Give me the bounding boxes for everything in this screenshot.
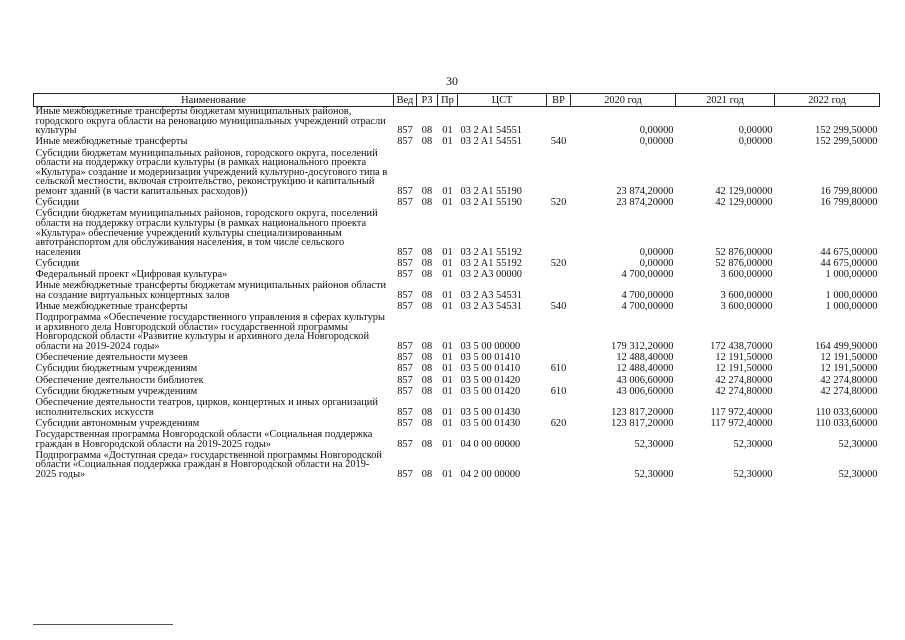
cell-2022: 44 675,00000	[820, 246, 878, 258]
cell-cst: 04 0 00 00000	[460, 438, 521, 450]
cell-2020: 52,30000	[634, 468, 674, 480]
cell-2021: 117 972,40000	[710, 417, 773, 429]
cell-ved: 857	[397, 246, 413, 258]
cell-2021: 12 191,50000	[715, 363, 773, 375]
cell-cst: 03 2 A1 54551	[460, 125, 522, 137]
cell-rz: 08	[421, 185, 433, 197]
table-body	[34, 107, 880, 482]
cell-2020: 179 312,20000	[611, 341, 674, 352]
cell-cst: 03 2 A1 55190	[460, 185, 522, 197]
cell-vr	[547, 451, 571, 481]
cell-2022: 1 000,00000	[825, 269, 878, 281]
cell-rz: 08	[421, 289, 433, 301]
cell-pr: 01	[442, 246, 453, 258]
cell-name: Субсидии бюджетам муниципальных районов, городского округа, поселений области на поддержку отрасли культуры (в рамках национального проекта «Культура» создание и модернизация учреждений культурно-досугового типа в сельской местности, включая строительство, реконструкцию и капитальный ремонт зданий (в части капитальных расходов))	[35, 147, 388, 197]
cell-2021: 42 274,80000	[715, 385, 773, 397]
cell-2021: 42 129,00000	[715, 197, 773, 209]
cell-ved: 857	[397, 269, 413, 281]
cell-name: Субсидии бюджетным учреждениям	[35, 363, 198, 375]
cell-ved: 857	[397, 438, 413, 450]
cell-name: Подпрограмма «Доступная среда» государственной программы Новгородской области «Социальная поддержка граждан в Новгородской области на 2019-2025 годы»	[35, 449, 382, 480]
cell-2022: 1 000,00000	[825, 301, 878, 313]
cell-rz: 08	[421, 197, 433, 209]
cell-name: Обеспечение деятельности театров, цирков, концертных и иных организаций исполнительских искусств	[35, 396, 378, 418]
cell-name: Государственная программа Новгородской области «Социальная поддержка граждан в Новгородской области на 2019-2025 годы»	[35, 428, 373, 450]
cell-cst: 03 5 00 01430	[460, 417, 521, 429]
cell-rz: 08	[421, 301, 433, 313]
cell-rz: 08	[421, 468, 433, 480]
cell-2022: 164 499,90000	[815, 341, 878, 352]
cell-vr	[547, 107, 571, 138]
cell-cst: 03 5 00 01410	[460, 352, 521, 364]
cell-cst: 03 5 00 01410	[460, 363, 521, 375]
cell-cst: 03 2 A1 55190	[460, 197, 522, 209]
cell-rz: 08	[421, 257, 433, 269]
cell-cst: 03 5 00 01430	[460, 406, 521, 418]
cell-2022: 52,30000	[838, 438, 878, 450]
cell-pr: 01	[442, 374, 453, 386]
cell-pr: 01	[442, 468, 453, 480]
cell-rz: 08	[421, 374, 433, 386]
cell-2022: 152 299,50000	[815, 136, 878, 148]
cell-2020: 4 700,00000	[621, 289, 674, 301]
cell-vr	[547, 209, 571, 259]
cell-pr: 01	[442, 197, 453, 209]
cell-2020: 4 700,00000	[621, 269, 674, 281]
cell-2022: 16 799,80000	[820, 185, 878, 197]
page-number: 30	[446, 74, 458, 88]
cell-cst: 03 2 A3 00000	[460, 269, 522, 281]
cell-2020: 0,00000	[639, 246, 674, 258]
cell-cst: 03 2 A1 55192	[460, 257, 522, 269]
cell-name: Иные межбюджетные трансферты	[35, 136, 188, 148]
cell-cst: 03 5 00 00000	[460, 341, 521, 352]
cell-2022: 16 799,80000	[820, 197, 878, 209]
cell-pr: 01	[442, 269, 453, 281]
cell-2022: 152 299,50000	[815, 125, 878, 137]
cell-pr: 01	[442, 136, 453, 148]
table-row	[34, 398, 880, 419]
cell-2021: 172 438,70000	[710, 341, 773, 352]
cell-ved: 857	[397, 257, 413, 269]
cell-name: Субсидии автономным учреждениям	[35, 417, 200, 429]
cell-2020: 0,00000	[639, 257, 674, 269]
cell-vr: 620	[550, 417, 567, 429]
header-2021: 2021 год	[676, 94, 775, 107]
header-cst: ЦСТ	[458, 94, 547, 107]
cell-ved: 857	[397, 374, 413, 386]
cell-cst: 03 2 A1 55192	[460, 246, 522, 258]
cell-name: Субсидии	[35, 257, 80, 269]
cell-pr: 01	[442, 438, 453, 450]
cell-vr: 540	[550, 136, 567, 148]
cell-name: Федеральный проект «Цифровая культура»	[35, 269, 228, 281]
cell-ved: 857	[397, 417, 413, 429]
cell-pr: 01	[442, 352, 453, 364]
cell-pr: 01	[442, 385, 453, 397]
cell-name: Подпрограмма «Обеспечение государственного управления в сферах культуры и архивного дела Новгородской области» государственной программы Новгородской области «Развитие культуры и архивного дела Новгородской области на 2019-2024 годы»	[35, 312, 385, 352]
header-pr: Пр	[438, 94, 458, 107]
cell-2021: 52 876,00000	[715, 257, 773, 269]
cell-2021: 3 600,00000	[720, 289, 773, 301]
cell-2020: 52,30000	[634, 438, 674, 450]
cell-cst: 03 2 A3 54531	[460, 289, 522, 301]
cell-2020: 23 874,20000	[616, 197, 674, 209]
cell-2020: 123 817,20000	[611, 406, 674, 418]
table-row	[34, 313, 880, 353]
cell-2021: 0,00000	[738, 136, 773, 148]
cell-2022: 110 033,60000	[815, 417, 878, 429]
cell-name: Иные межбюджетные трансферты	[35, 301, 188, 313]
cell-cst: 03 5 00 01420	[460, 385, 521, 397]
cell-rz: 08	[421, 269, 433, 281]
cell-2022: 42 274,80000	[820, 385, 878, 397]
cell-ved: 857	[397, 185, 413, 197]
cell-2021: 52,30000	[733, 468, 773, 480]
cell-ved: 857	[397, 197, 413, 209]
cell-name: Обеспечение деятельности музеев	[35, 352, 188, 364]
cell-2021: 42 274,80000	[715, 374, 773, 386]
cell-2021: 12 191,50000	[715, 352, 773, 364]
cell-cst: 03 2 A3 54531	[460, 301, 522, 313]
cell-pr: 01	[442, 185, 453, 197]
cell-rz: 08	[421, 363, 433, 375]
cell-vr	[547, 313, 571, 353]
cell-name: Субсидии бюджетным учреждениям	[35, 385, 198, 397]
cell-2020: 0,00000	[639, 136, 674, 148]
header-vr: ВР	[547, 94, 571, 107]
table-row	[34, 107, 880, 138]
cell-pr: 01	[442, 417, 453, 429]
header-name: Наименование	[34, 94, 394, 107]
cell-rz: 08	[421, 417, 433, 429]
table-row	[34, 364, 880, 375]
cell-pr: 01	[442, 257, 453, 269]
cell-ved: 857	[397, 341, 413, 352]
cell-cst: 03 2 A1 54551	[460, 136, 522, 148]
cell-2022: 44 675,00000	[820, 257, 878, 269]
table-row	[34, 451, 880, 481]
cell-2022: 12 191,50000	[820, 352, 878, 364]
cell-rz: 08	[421, 341, 433, 352]
cell-2020: 12 488,40000	[616, 363, 674, 375]
cell-vr	[547, 430, 571, 451]
cell-ved: 857	[397, 468, 413, 480]
cell-name: Обеспечение деятельности библиотек	[35, 374, 204, 386]
cell-vr: 520	[550, 257, 567, 269]
cell-pr: 01	[442, 289, 453, 301]
cell-2021: 3 600,00000	[720, 301, 773, 313]
cell-vr	[547, 149, 571, 199]
cell-2021: 3 600,00000	[720, 269, 773, 281]
cell-pr: 01	[442, 341, 453, 352]
cell-pr: 01	[442, 125, 453, 137]
cell-name: Субсидии бюджетам муниципальных районов, городского округа, поселений области на поддержку отрасли культуры (в рамках национального проекта «Культура» обеспечение учреждений культуры специализированным автотранспортом для обслуживания населения, в том числе сельского населения	[35, 208, 378, 258]
cell-pr: 01	[442, 406, 453, 418]
cell-2021: 52,30000	[733, 438, 773, 450]
cell-cst: 03 5 00 01420	[460, 374, 521, 386]
table-row	[34, 149, 880, 199]
cell-ved: 857	[397, 363, 413, 375]
cell-vr: 540	[550, 301, 567, 313]
footnote-rule	[33, 624, 173, 625]
cell-pr: 01	[442, 301, 453, 313]
header-ved: Вед	[394, 94, 417, 107]
header-2020: 2020 год	[571, 94, 676, 107]
cell-name: Иные межбюджетные трансферты бюджетам муниципальных районов области на создание виртуальных концертных залов	[35, 280, 387, 301]
cell-rz: 08	[421, 438, 433, 450]
cell-2020: 4 700,00000	[621, 301, 674, 313]
cell-2021: 117 972,40000	[710, 406, 773, 418]
cell-ved: 857	[397, 352, 413, 364]
cell-pr: 01	[442, 363, 453, 375]
header-2022: 2022 год	[775, 94, 880, 107]
budget-table	[33, 93, 880, 481]
cell-2021: 52 876,00000	[715, 246, 773, 258]
cell-cst: 04 2 00 00000	[460, 468, 521, 480]
cell-rz: 08	[421, 385, 433, 397]
cell-2020: 43 006,60000	[616, 374, 674, 386]
cell-rz: 08	[421, 125, 433, 137]
cell-2020: 0,00000	[639, 125, 674, 137]
cell-rz: 08	[421, 246, 433, 258]
cell-vr	[547, 398, 571, 419]
table-row	[34, 137, 880, 148]
cell-rz: 08	[421, 136, 433, 148]
cell-ved: 857	[397, 406, 413, 418]
cell-2020: 43 006,60000	[616, 385, 674, 397]
cell-name: Субсидии	[35, 197, 80, 209]
cell-2022: 42 274,80000	[820, 374, 878, 386]
cell-rz: 08	[421, 352, 433, 364]
cell-2020: 123 817,20000	[611, 417, 674, 429]
cell-vr: 610	[550, 385, 567, 397]
cell-2021: 0,00000	[738, 125, 773, 137]
cell-ved: 857	[397, 136, 413, 148]
cell-2022: 12 191,50000	[820, 363, 878, 375]
table-row	[34, 281, 880, 302]
cell-vr	[547, 281, 571, 302]
cell-name: Иные межбюджетные трансферты бюджетам муниципальных районов, городского округа области на реновацию муниципальных учреждений отрасли культуры	[35, 106, 386, 137]
cell-ved: 857	[397, 125, 413, 137]
cell-rz: 08	[421, 406, 433, 418]
cell-vr	[547, 270, 571, 281]
table-header	[34, 94, 880, 107]
cell-2021: 42 129,00000	[715, 185, 773, 197]
table-row	[34, 430, 880, 451]
cell-vr: 520	[550, 197, 567, 209]
cell-2022: 1 000,00000	[825, 289, 878, 301]
cell-ved: 857	[397, 301, 413, 313]
cell-2020: 12 488,40000	[616, 352, 674, 364]
cell-2022: 52,30000	[838, 468, 878, 480]
cell-2022: 110 033,60000	[815, 406, 878, 418]
cell-ved: 857	[397, 385, 413, 397]
cell-vr: 610	[550, 363, 567, 375]
header-rz: РЗ	[417, 94, 438, 107]
cell-2020: 23 874,20000	[616, 185, 674, 197]
cell-ved: 857	[397, 289, 413, 301]
table-row	[34, 209, 880, 259]
